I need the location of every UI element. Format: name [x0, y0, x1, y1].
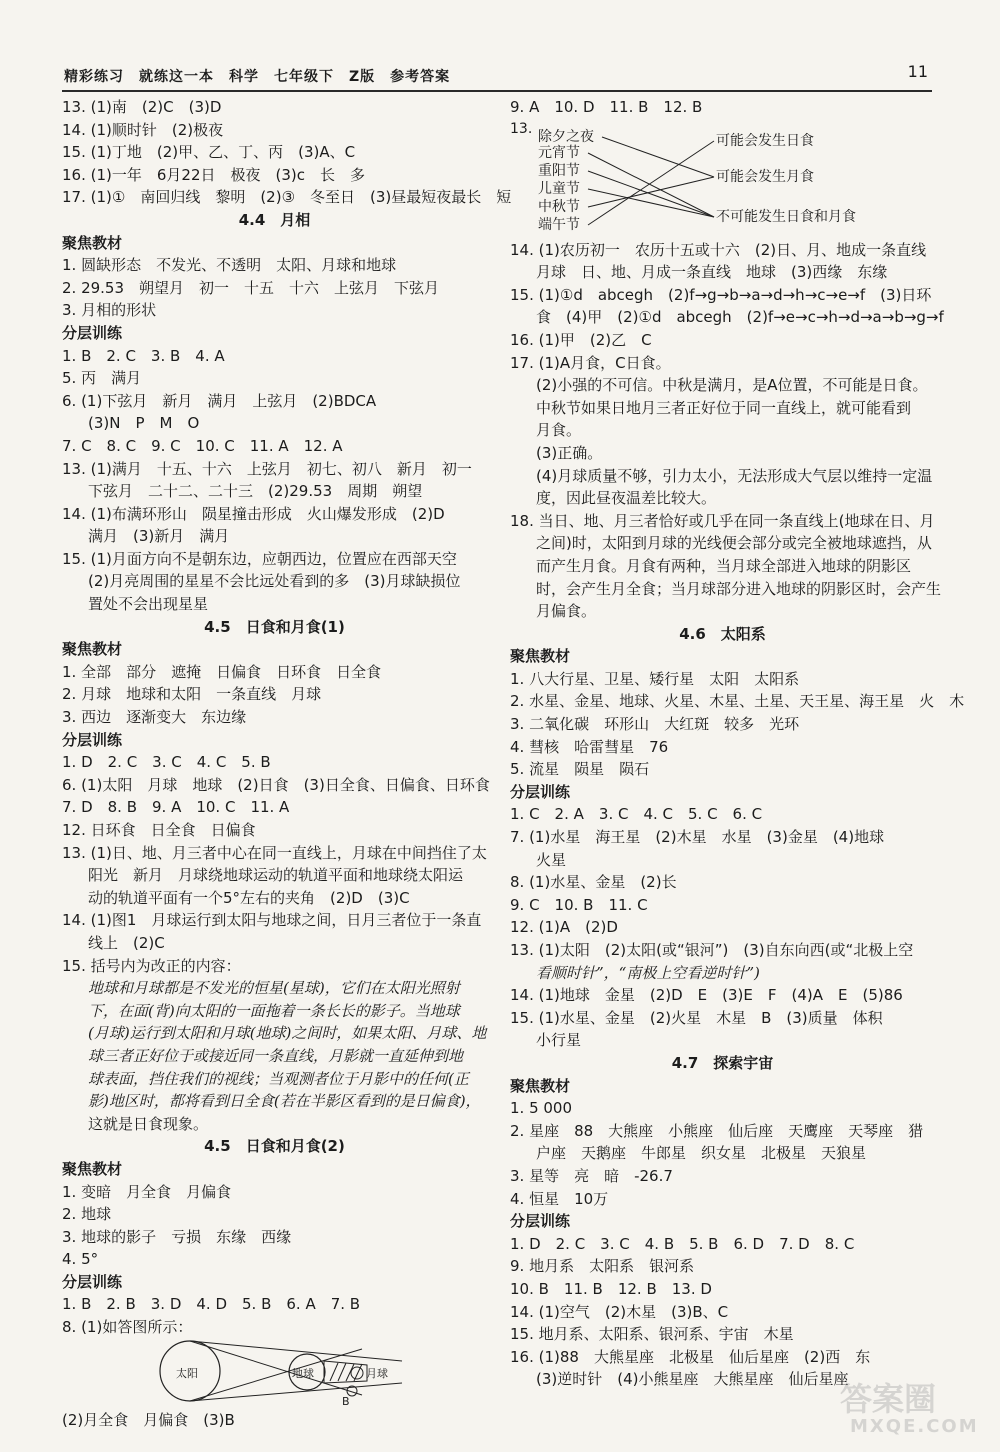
answer-line: 月球 日、地、月成一条直线 地球 (3)西缘 东缘 — [536, 263, 888, 282]
eclipse-outcome-label: 可能会发生日食 — [716, 132, 814, 149]
answer-line: 4. 恒星 10万 — [510, 1189, 609, 1208]
answer-line: 看顺时针”，“南极上空看逆时针”) — [536, 963, 760, 982]
subsection-heading: 聚焦教材 — [510, 1076, 571, 1095]
eclipse-diagram-svg — [62, 1339, 487, 1409]
answer-line: 3. 二氧化碳 环形山 大红斑 较多 光环 — [510, 715, 800, 734]
answer-line: 13. (1)南 (2)C (3)D — [62, 98, 222, 116]
eclipse-outcome-label: 可能会发生月食 — [716, 168, 814, 185]
subsection-heading: 聚焦教材 — [62, 233, 123, 252]
answer-line: 6. (1)太阳 月球 地球 (2)日食 (3)日全食、日偏食、日环食 — [62, 775, 490, 794]
answer-line: 食 (4)甲 (2)①d abcegh (2)f→e→c→h→d→a→b→g→f — [536, 308, 944, 327]
answer-line: 14. (1)地球 金星 (2)D E (3)E F (4)A E (5)86 — [510, 986, 903, 1005]
subsection-heading: 分层训练 — [510, 782, 571, 801]
answer-line: 这就是日食现象。 — [88, 1114, 209, 1133]
answer-line: 地球和月球都是不发光的恒星(星球)，它们在太阳光照射 — [88, 979, 460, 998]
answer-line: 火星 — [536, 850, 567, 869]
answer-line: 度，因此昼夜温差比较大。 — [536, 489, 717, 508]
answer-line: 3. 地球的影子 亏损 东缘 西缘 — [62, 1227, 292, 1246]
answer-line: 15. 括号内为改正的内容： — [62, 956, 241, 975]
answer-line: 7. (1)水星 海王星 (2)木星 水星 (3)金星 (4)地球 — [510, 828, 885, 847]
answer-line: 15. (1)丁地 (2)甲、乙、丁、丙 (3)A、C — [62, 143, 356, 162]
answer-line: 13. (1)日、地、月三者中心在同一直线上，月球在中间挡住了太 — [62, 843, 487, 862]
answer-line: 8. (1)如答图所示： — [62, 1318, 193, 1337]
answer-line: 球三者正好位于或接近同一条直线，月影就一直延伸到地 — [88, 1046, 464, 1065]
answer-line: 16. (1)甲 (2)乙 C — [510, 330, 652, 349]
answer-line: 14. (1)空气 (2)木星 (3)B、C — [510, 1302, 729, 1321]
section-title: 4.4 月相 — [238, 210, 311, 229]
answer-line: 1. C 2. A 3. C 4. C 5. C 6. C — [510, 805, 763, 824]
section-title: 4.5 日食和月食(1) — [204, 617, 345, 636]
answer-line: 9. C 10. B 11. C — [510, 895, 648, 914]
answer-line: 9. 地月系 太阳系 银河系 — [510, 1257, 695, 1276]
question-number: 13. — [510, 120, 533, 137]
answer-line: 月偏食。 — [536, 602, 597, 621]
eclipse-outcome-label: 不可能发生日食和月食 — [716, 208, 856, 225]
answer-line: 3. 星等 亮 暗 -26.7 — [510, 1166, 673, 1185]
answer-line: (月球)运行到太阳和月球(地球)之间时，如果太阳、月球、地 — [88, 1024, 487, 1043]
answer-line: 17. (1)A月食，C日食。 — [510, 353, 671, 372]
watermark-url: MXQE.COM — [850, 1416, 979, 1437]
subsection-heading: 分层训练 — [62, 1272, 123, 1291]
answer-line: 线上 (2)C — [88, 933, 165, 952]
answer-line: (3)正确。 — [536, 443, 603, 462]
answer-line: 1. D 2. C 3. C 4. B 5. B 6. D 7. D 8. C — [510, 1234, 855, 1253]
answer-line: 5. 丙 满月 — [62, 369, 142, 388]
answer-line: 1. 圆缺形态 不发光、不透明 太阳、月球和地球 — [62, 256, 397, 275]
answer-line: (3)N P M O — [88, 414, 200, 433]
answer-line: 8. (1)水星、金星 (2)长 — [510, 873, 677, 892]
festival-label: 重阳节 — [538, 162, 580, 179]
subsection-heading: 分层训练 — [510, 1212, 571, 1231]
answer-line: 4. 彗核 哈雷彗星 76 — [510, 737, 669, 756]
answer-line: (3)逆时针 (4)小熊星座 大熊星座 仙后星座 — [536, 1370, 849, 1389]
answer-line: 4. 5° — [62, 1250, 99, 1269]
page-number: 11 — [907, 62, 928, 81]
subsection-heading: 聚焦教材 — [62, 1159, 123, 1178]
answer-line: 球表面，挡住我们的视线；当观测者位于月影中的任何(正 — [88, 1069, 469, 1088]
page-header — [62, 60, 932, 92]
answer-line: 影)地区时，都将看到日全食(若在半影区看到的是日偏食)， — [88, 1092, 481, 1111]
answer-line: 15. (1)①d abcegh (2)f→g→b→a→d→h→c→e→f (3)日环 — [510, 285, 932, 304]
answer-line: 中秋节如果日地月三者正好位于同一直线上，就可能看到 — [536, 398, 912, 417]
answer-line: 15. 地月系、太阳系、银河系、宇宙 木星 — [510, 1325, 794, 1344]
subsection-heading: 聚焦教材 — [62, 640, 123, 659]
answer-line: 7. D 8. B 9. A 10. C 11. A — [62, 798, 290, 817]
answer-line: (2)月全食 月偏食 (3)B — [62, 1410, 235, 1429]
answer-line: 3. 西边 逐渐变大 东边缘 — [62, 708, 247, 727]
festival-matching-diagram — [510, 119, 935, 239]
answer-line: (2)小强的不可信。中秋是满月，是A位置，不可能是日食。 — [536, 376, 928, 395]
answer-line: 月食。 — [536, 421, 582, 440]
answer-line: 之间)时，太阳到月球的光线便会部分或完全被地球遮挡，从 — [536, 534, 932, 553]
subsection-heading: 聚焦教材 — [510, 647, 571, 666]
answer-line: 15. (1)水星、金星 (2)火星 木星 B (3)质量 体积 — [510, 1008, 883, 1027]
answer-line: 13. (1)满月 十五、十六 上弦月 初七、初八 新月 初一 — [62, 459, 472, 478]
answer-line: 下弦月 二十二、二十三 (2)29.53 周期 朔望 — [88, 482, 423, 501]
festival-label: 端午节 — [538, 216, 580, 233]
answer-line: 下，在面(背)向太阳的一面拖着一条长长的影子。当地球 — [88, 1001, 460, 1020]
section-title: 4.6 太阳系 — [679, 624, 766, 643]
watermark-text: 答案圈 — [840, 1380, 937, 1418]
earth-label: 地球 — [292, 1366, 314, 1380]
watermark-logo — [836, 1370, 986, 1446]
answer-line: 1. 5 000 — [510, 1099, 573, 1118]
answer-line: 小行星 — [536, 1031, 582, 1050]
answer-line: 阳光 新月 月球绕地球运动的轨道平面和地球绕太阳运 — [88, 866, 464, 885]
answer-line: 满月 (3)新月 满月 — [88, 527, 230, 546]
answer-line: 时，会产生月全食；当月球部分进入地球的阴影区时，会产生 — [536, 579, 942, 598]
answer-line: (2)月亮周围的星星不会比远处看到的多 (3)月球缺损位 — [88, 572, 461, 591]
answer-line: 14. (1)布满环形山 陨星撞击形成 火山爆发形成 (2)D — [62, 504, 445, 523]
section-title: 4.5 日食和月食(2) — [204, 1137, 345, 1156]
answer-line: 2. 星座 88 大熊座 小熊座 仙后座 天鹰座 天琴座 猎 — [510, 1121, 924, 1140]
subsection-heading: 分层训练 — [62, 730, 123, 749]
answer-line: 6. (1)下弦月 新月 满月 上弦月 (2)BDCA — [62, 391, 377, 410]
answer-line: 动的轨道平面有一个5°左右的夹角 (2)D (3)C — [88, 888, 410, 907]
answer-line: 1. B 2. B 3. D 4. D 5. B 6. A 7. B — [62, 1295, 361, 1314]
answer-line: (4)月球质量不够，引力太小，无法形成大气层以维持一定温 — [536, 466, 933, 485]
right-column — [510, 96, 965, 1391]
answer-line: 置处不会出现星星 — [88, 595, 209, 614]
answer-line: 1. D 2. C 3. C 4. C 5. B — [62, 753, 271, 772]
answer-line: 14. (1)农历初一 农历十五或十六 (2)日、月、地成一条直线 — [510, 240, 927, 259]
answer-line: 14. (1)图1 月球运行到太阳与地球之间，日月三者位于一条直 — [62, 911, 482, 930]
position-b-label: B — [342, 1394, 350, 1408]
festival-label: 儿童节 — [538, 180, 580, 197]
answer-line: 13. (1)太阳 (2)太阳(或“银河”) (3)自东向西(或“北极上空 — [510, 941, 914, 959]
answer-line: 3. 月相的形状 — [62, 301, 157, 320]
answer-line: 9. A 10. D 11. B 12. B — [510, 98, 703, 116]
festival-label: 除夕之夜 — [538, 128, 594, 145]
left-column — [62, 96, 512, 1431]
answer-line: 16. (1)88 大熊星座 北极星 仙后星座 (2)西 东 — [510, 1347, 871, 1366]
answer-line: 7. C 8. C 9. C 10. C 11. A 12. A — [62, 436, 343, 455]
moon-label: 月球 — [366, 1366, 388, 1380]
answer-line: 1. 变暗 月全食 月偏食 — [62, 1182, 232, 1201]
answer-line: 12. (1)A (2)D — [510, 918, 618, 937]
answer-line: 1. 八大行星、卫星、矮行星 太阳 太阳系 — [510, 669, 800, 688]
festival-label: 中秋节 — [538, 198, 580, 215]
section-title: 4.7 探索宇宙 — [671, 1053, 774, 1072]
answer-line: 而产生月食。月食有两种，当月球全部进入地球的阴影区 — [536, 556, 912, 575]
sun-label: 太阳 — [176, 1366, 198, 1380]
answer-line: 1. B 2. C 3. B 4. A — [62, 346, 225, 365]
answer-line: 2. 地球 — [62, 1205, 112, 1224]
matching-lines — [510, 119, 935, 239]
answer-line: 15. (1)月面方向不是朝东边，应朝西边，位置应在西部天空 — [62, 549, 457, 568]
answer-line: 17. (1)① 南回归线 黎明 (2)③ 冬至日 (3)昼最短夜最长 短 — [62, 188, 512, 207]
answer-line: 12. 日环食 日全食 日偏食 — [62, 821, 256, 839]
answer-line: 2. 水星、金星、地球、火星、木星、土星、天王星、海王星 火 木 — [510, 692, 965, 711]
answer-line: 14. (1)顺时针 (2)极夜 — [62, 120, 224, 139]
answer-line: 户座 天鹅座 牛郎星 织女星 北极星 天狼星 — [536, 1144, 867, 1163]
answer-line: 5. 流星 陨星 陨石 — [510, 760, 650, 779]
answer-line: 10. B 11. B 12. B 13. D — [510, 1279, 712, 1298]
answer-line: 1. 全部 部分 遮掩 日偏食 日环食 日全食 — [62, 662, 382, 681]
answer-line: 18. 当日、地、月三者恰好或几乎在同一条直线上(地球在日、月 — [510, 511, 935, 530]
festival-label: 元宵节 — [538, 144, 580, 161]
subsection-heading: 分层训练 — [62, 323, 123, 342]
header-title: 精彩练习 就练这一本 科学 七年级下 Z版 参考答案 — [64, 69, 451, 85]
answer-line: 16. (1)一年 6月22日 极夜 (3)c 长 多 — [62, 165, 365, 184]
answer-line: 2. 29.53 朔望月 初一 十五 十六 上弦月 下弦月 — [62, 278, 440, 297]
eclipse-diagram — [62, 1339, 487, 1409]
answer-line: 2. 月球 地球和太阳 一条直线 月球 — [62, 685, 322, 704]
